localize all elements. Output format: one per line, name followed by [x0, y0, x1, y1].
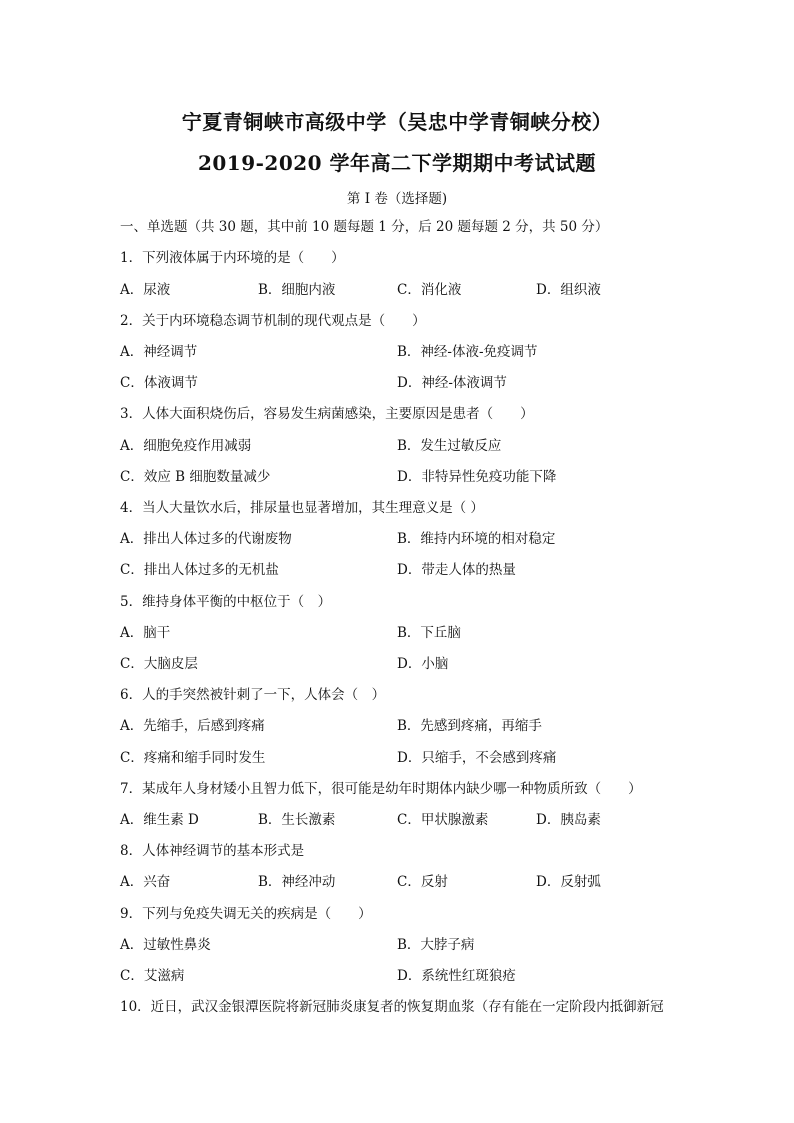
question-2-option-b: B．神经-体液-免疫调节: [397, 344, 538, 360]
question-7-option-c: C．甲状腺激素: [397, 812, 489, 828]
question-4-option-a: A．排出人体过多的代谢废物: [120, 531, 292, 547]
question-7-stem: 7．某成年人身材矮小且智力低下，很可能是幼年时期体内缺少哪一种物质所致（ ）: [120, 781, 642, 797]
question-9-option-b: B．大脖子病: [397, 937, 475, 953]
question-8-stem: 8．人体神经调节的基本形式是: [120, 843, 305, 859]
exam-title-line1: 宁夏青铜峡市高级中学（吴忠中学青铜峡分校）: [181, 110, 613, 134]
question-4-option-c: C．排出人体过多的无机盐: [120, 562, 279, 578]
question-3-option-b: B．发生过敏反应: [397, 438, 502, 454]
question-5-stem: 5．维持身体平衡的中枢位于（ ）: [120, 594, 332, 610]
question-5-option-d: D．小脑: [397, 656, 449, 672]
question-4-stem: 4．当人大量饮水后，排尿量也显著增加，其生理意义是（ ）: [120, 500, 484, 516]
question-8-option-b: B．神经冲动: [258, 874, 336, 890]
question-3-option-c: C．效应 B 细胞数量减少: [120, 469, 271, 485]
question-6-stem: 6．人的手突然被针刺了一下，人体会（ ）: [120, 687, 386, 703]
question-9-option-c: C．艾滋病: [120, 968, 185, 984]
question-6-option-b: B．先感到疼痛，再缩手: [397, 718, 542, 734]
question-5-option-b: B．下丘脑: [397, 625, 461, 641]
question-1-option-d: D．组织液: [536, 282, 601, 298]
question-9-stem: 9．下列与免疫失调无关的疾病是（ ）: [120, 906, 372, 922]
exam-title-line2: 2019-2020 学年高二下学期期中考试试题: [197, 151, 597, 175]
question-3-option-d: D．非特异性免疫功能下降: [397, 469, 557, 485]
question-8-option-d: D．反射弧: [536, 874, 601, 890]
question-10-stem: 10．近日，武汉金银潭医院将新冠肺炎康复者的恢复期血浆（存有能在一定阶段内抵御新冠: [120, 999, 664, 1015]
question-6-option-a: A．先缩手，后感到疼痛: [120, 718, 265, 734]
question-4-option-d: D．带走人体的热量: [397, 562, 516, 578]
volume-label: 第 I 卷（选择题): [346, 191, 448, 207]
question-5-option-c: C．大脑皮层: [120, 656, 198, 672]
question-9-option-a: A．过敏性鼻炎: [120, 937, 211, 953]
question-7-option-d: D．胰岛素: [536, 812, 601, 828]
question-4-option-b: B．维持内环境的相对稳定: [397, 531, 556, 547]
question-2-stem: 2．关于内环境稳态调节机制的现代观点是（ ）: [120, 313, 426, 329]
question-3-stem: 3．人体大面积烧伤后，容易发生病菌感染，主要原因是患者（ ）: [120, 406, 534, 422]
question-9-option-d: D．系统性红斑狼疮: [397, 968, 516, 984]
question-8-option-a: A．兴奋: [120, 874, 171, 890]
question-2-option-c: C．体液调节: [120, 375, 198, 391]
question-7-option-b: B．生长激素: [258, 812, 336, 828]
question-7-option-a: A．维生素 D: [120, 812, 199, 828]
question-5-option-a: A．脑干: [120, 625, 171, 641]
section-heading: 一、单选题（共 30 题，其中前 10 题每题 1 分，后 20 题每题 2 分，共 50 分）: [120, 219, 609, 235]
question-1-stem: 1．下列液体属于内环境的是（ ）: [120, 250, 345, 266]
question-1-option-a: A．尿液: [120, 282, 171, 298]
question-2-option-a: A．神经调节: [120, 344, 198, 360]
question-1-option-b: B．细胞内液: [258, 282, 336, 298]
question-8-option-c: C．反射: [397, 874, 448, 890]
question-6-option-d: D．只缩手，不会感到疼痛: [397, 750, 557, 766]
question-1-option-c: C．消化液: [397, 282, 462, 298]
question-6-option-c: C．疼痛和缩手同时发生: [120, 750, 266, 766]
question-3-option-a: A．细胞免疫作用减弱: [120, 438, 252, 454]
question-2-option-d: D．神经-体液调节: [397, 375, 507, 391]
